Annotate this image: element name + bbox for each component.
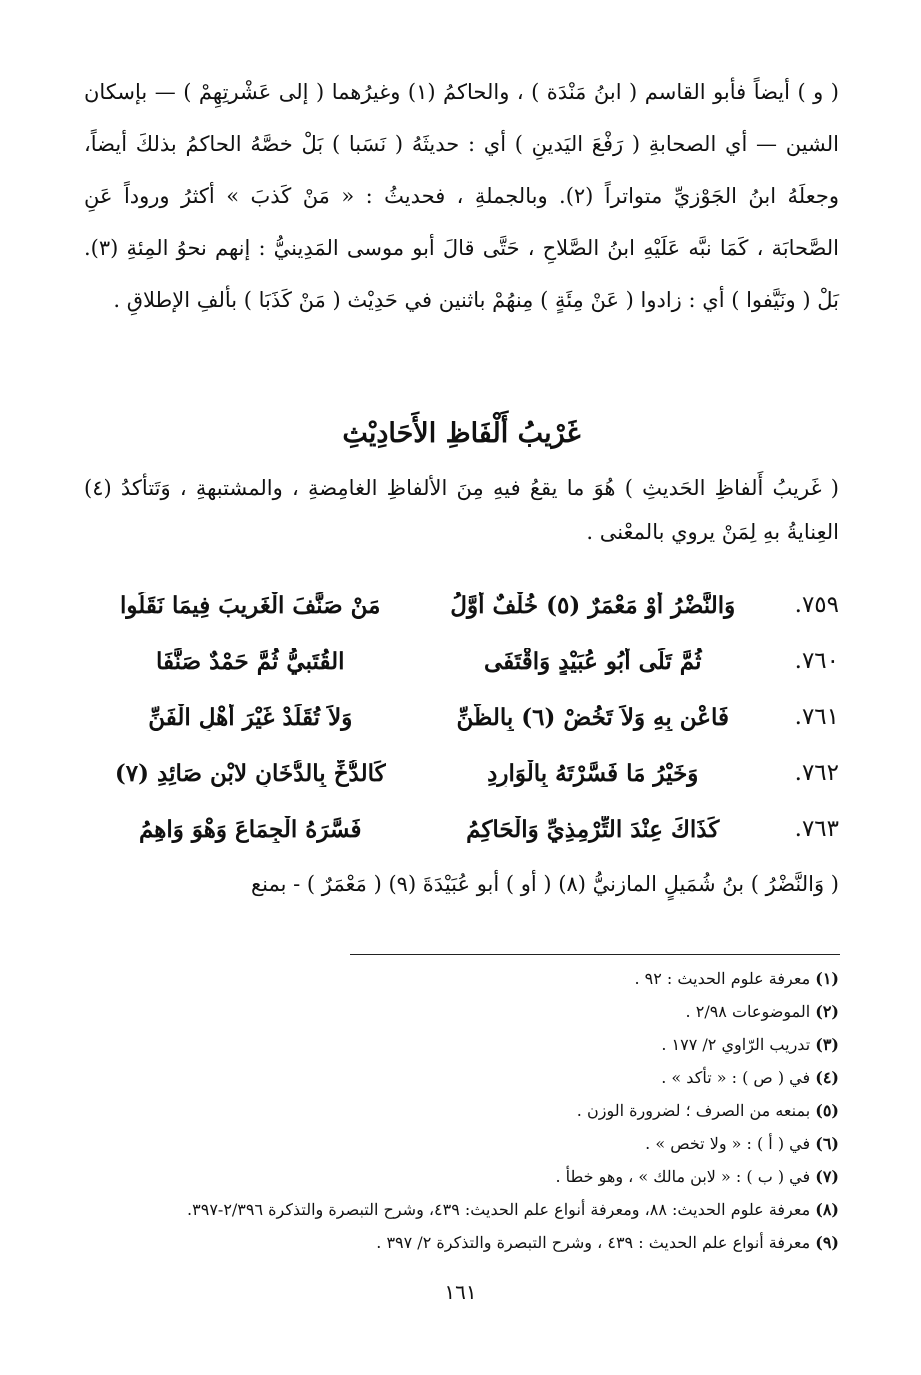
footnote — [84, 1160, 839, 1193]
verse-first-hemistich: وَالنَّضْرُ أَوْ مَعْمَرٌ (٥) خُلْفٌ أَوَّلُ — [450, 591, 736, 619]
section-title: غَرْيبُ أَلْفَاظِ الأَحَادِيْثِ — [342, 418, 581, 449]
footnote — [84, 1094, 839, 1127]
footnote-number: (٧) — [815, 1167, 839, 1186]
verse-762 — [84, 745, 839, 801]
verse-block — [84, 577, 839, 857]
footnote — [84, 995, 839, 1028]
verse-760 — [84, 633, 839, 689]
verse-number: ٧٦٣. — [794, 816, 839, 842]
verse-761 — [84, 689, 839, 745]
footnote-text: تدريب الرّاوي ٢/ ١٧٧ . — [661, 1035, 811, 1054]
footnote-text: الموضوعات ٢/٩٨ . — [685, 1002, 811, 1021]
paragraph-1: ( و ) أيضاً فأبو القاسم ( ابنُ مَنْدَة ) ، والحاكمُ (١) وغيرُهما ( إلى عَشْرتِهِمْ ) — بإسكان الشين — أي الصحابةِ ( رَفْعَ اليَدينِ ) أي : حديثَهُ ( نَسَبا ) بَلْ خصَّهُ الحاكمُ بذلكَ أيضاً، وجعلَهُ ابنُ الجَوْزيِّ متواتراً (٢). وبالجملةِ ، فحديثُ : « مَنْ كَذبَ » أكثرُ وروداً عَنِ الصَّحابَة ، كَمَا نبَّه عَلَيْهِ ابنُ الصَّلاحِ ، حَتَّى قالَ أبو موسى المَدِينيُّ : إنهم نحوُ المِئةِ (٣). بَلْ ( ونَيَّفوا ) أي : زادوا ( عَنْ مِئَةٍ ) مِنهُمْ باثنين في حَدِيْث ( مَنْ كَذَبَا ) بألفِ الإطلاقِ . — [84, 80, 840, 312]
footnote-number: (٢) — [815, 1002, 839, 1021]
footnote-number: (٣) — [815, 1035, 839, 1054]
footnote-number: (٤) — [815, 1068, 839, 1087]
verse-first-hemistich: كَذَاكَ عِنْدَ التِّرْمِذِيِّ وَالْحَاكِمُ — [466, 815, 720, 843]
section-intro — [84, 466, 839, 554]
verse-first-hemistich: ثُمَّ تَلَى أَبُو عُبَيْدٍ وَاقْتَفَى — [483, 647, 702, 675]
footnote-divider — [350, 954, 840, 955]
verse-first-hemistich: وَخَيْرُ مَا فَسَّرْتَهُ بِالْوَارِدِ — [487, 759, 699, 787]
verse-759 — [84, 577, 839, 633]
verse-second-hemistich: مَنْ صَنَّفَ الْغَريبَ فِيمَا نَقَلُوا — [120, 591, 381, 619]
footnote — [84, 962, 839, 995]
footnote-text: معرفة أنواع علم الحديث : ٤٣٩ ، وشرح التبصرة والتذكرة ٢/ ٣٩٧ . — [376, 1233, 811, 1252]
footnote-number: (١) — [815, 969, 839, 988]
footnote-number: (٨) — [815, 1200, 839, 1219]
footnote-text: في ( أ ) : « ولا تخص » . — [645, 1134, 811, 1153]
verse-number: ٧٦٠. — [794, 648, 839, 674]
footnotes — [84, 962, 839, 1259]
commentary-continuation: ( وَالنَّضْرُ ) بنُ شُمَيلٍ المازنيُّ (٨) ( أو ) أبو عُبَيْدَةَ (٩) ( مَعْمَرٌ ) - بمنع — [250, 872, 839, 896]
footnote — [84, 1127, 839, 1160]
footnote-text: معرفة علوم الحديث: ٨٨، ومعرفة أنواع علم الحديث: ٤٣٩، وشرح التبصرة والتذكرة ٢/٣٩٦-٣٩٧. — [187, 1200, 811, 1219]
footnote-number: (٦) — [815, 1134, 839, 1153]
footnote — [84, 1193, 839, 1226]
verse-second-hemistich: كَالدُّخِّ بِالدُّخَانِ لابْنِ صَائِدِ (٧) — [114, 759, 386, 787]
footnote-text: في ( ب ) : « لابن مالك » ، وهو خطأ . — [555, 1167, 811, 1186]
body-text — [84, 66, 839, 326]
footnote — [84, 1061, 839, 1094]
footnote-number: (٥) — [815, 1101, 839, 1120]
verse-number: ٧٦٢. — [794, 760, 839, 786]
footnote-text: بمنعه من الصرف ؛ لضرورة الوزن . — [576, 1101, 811, 1120]
verse-second-hemistich: وَلاَ تُقَلِّدْ غَيْرَ أَهْلِ الْفَنِّ — [148, 703, 353, 731]
verse-number: ٧٦١. — [794, 704, 839, 730]
footnote-text: معرفة علوم الحديث : ٩٢ . — [634, 969, 811, 988]
footnote-text: في ( ص ) : « تأكد » . — [661, 1068, 811, 1087]
intro-paragraph: ( غَريبُ أَلفاظِ الحَديثِ ) هُوَ ما يقعُ فيهِ مِنَ الألفاظِ الغامِضةِ ، والمشتبهةِ ، وَتَتأكدُ (٤) العِنايةُ بهِ لِمَنْ يروي بالمعْنى . — [84, 476, 839, 544]
page-number: ١٦١ — [444, 1280, 477, 1304]
verse-second-hemistich: فَسَّرَهُ الْجِمَاعَ وَهْوَ وَاهِمُ — [138, 815, 362, 843]
footnote — [84, 1226, 839, 1259]
verse-number: ٧٥٩. — [794, 592, 839, 618]
footnote — [84, 1028, 839, 1061]
verse-first-hemistich: فَاعْنِ بِهِ وَلاَ تَخُضْ (٦) بِالظَّنِّ — [456, 703, 730, 731]
footnote-number: (٩) — [815, 1233, 839, 1252]
verse-second-hemistich: القُتَبيُّ ثُمَّ حَمْدٌ صَنَّفَا — [155, 647, 345, 675]
verse-763 — [84, 801, 839, 857]
